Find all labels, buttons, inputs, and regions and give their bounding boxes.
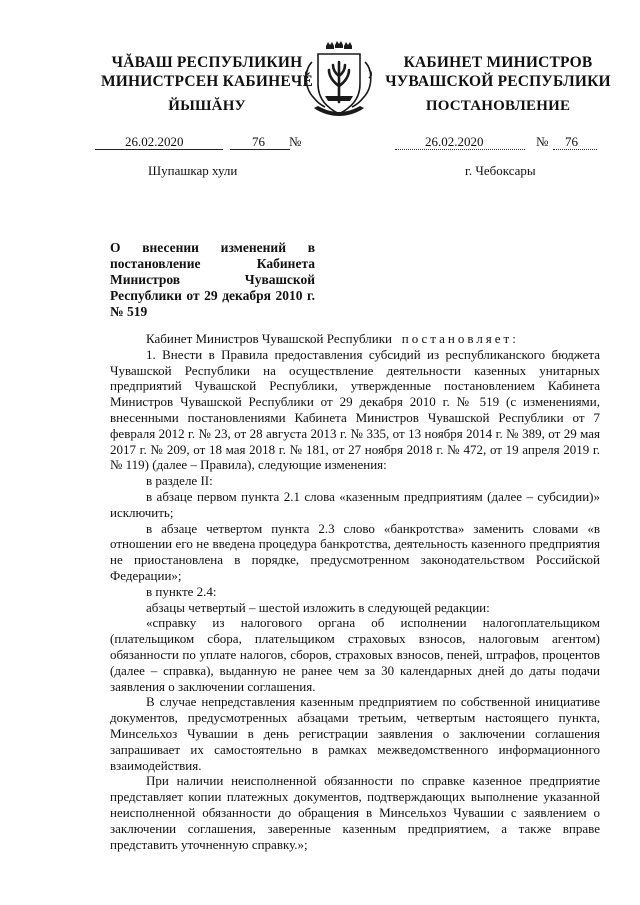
right-organization-name — [383, 53, 613, 91]
left-number: 76 — [252, 134, 265, 149]
right-number: 76 — [565, 134, 578, 149]
intro-text: Кабинет Министров Чувашской Республики — [146, 331, 392, 346]
body-paragraph: 1. Внести в Правила предоставления субсидий из республиканского бюджета Чувашской Республики на осуществление деятельности казенных унитарных предприятий Чувашской Республики, утвержденные постановлением Кабинета Министров Чувашской Республики от 29 декабря 2010 г. № 519 (с изменениями, внесенными постановлениями Кабинета Министров Чувашской Республики от 7 февраля 2012 г. № 23, от 28 августа 2013 г. № 335, от 13 ноября 2014 г. № 389, от 29 мая 2017 г. № 209, от 18 мая 2018 г. № 181, от 27 ноября 2018 г. № 472, от 19 апреля 2019 г. № 119) (далее – Правила), следующие изменения: — [110, 346, 600, 473]
right-place: г. Чебоксары — [465, 163, 536, 178]
body-paragraph: в абзаце первом пункта 2.1 слова «казенным предприятиям (далее – субсидии)» исключить; — [110, 488, 600, 520]
body-paragraph: в пункте 2.4: — [146, 583, 217, 599]
body-paragraph: «справку из налогового органа об исполнении налогоплательщиком (плательщиком сбора, плательщиком страховых взносов, налоговым агентом) обязанности по уплате налогов, сборов, страховых взносов, пеней, штрафов, процентов (далее – справка), выданную не ранее чем за 30 календарных дней до даты подачи заявления о заключении соглашения. — [110, 615, 600, 694]
chuvash-coat-of-arms-icon — [296, 40, 381, 120]
right-document-type: ПОСТАНОВЛЕНИЕ — [425, 98, 571, 114]
left-organization-name — [92, 53, 322, 91]
left-org-line1: ЧĂВАШ РЕСПУБЛИКИН — [111, 54, 303, 71]
body-paragraph: абзацы четвертый – шестой изложить в следующей редакции: — [146, 599, 490, 615]
intro-paragraph — [110, 331, 600, 347]
document-subject: О внесении изменений в постановление Кабинета Министров Чувашской Республики от 29 декабря 2010 г. № 519 — [110, 240, 315, 319]
left-date-number-line — [95, 134, 310, 150]
body-paragraph: в абзаце четвертом пункта 2.3 слово «банкротства» заменить словами «в отношении его не введена процедура банкротства, деятельность казенного предприятия не приостановлена в порядке, предусмотренном законодательством Российской Федерации»; — [110, 520, 600, 583]
right-date-number-line — [395, 134, 605, 150]
body-paragraph: При наличии неисполненной обязанности по справке казенное предприятие представляет копии платежных документов, подтверждающих выполнение указанной неисполненной обязанности до обращения в Минсельхоз Чувашии с заявлением о заключении соглашения, заверенные казенным предприятием, а также вправе представить уточненную справку.»; — [110, 773, 600, 852]
document-body — [110, 331, 600, 852]
body-paragraph: В случае непредставления казенным предприятием по собственной инициативе документов, предусмотренных абзацами третьим, четвертым настоящего пункта, Минсельхоз Чувашии в день регистрации заявления о заключении соглашения запрашивает их самостоятельно в рамках межведомственного информационного взаимодействия. — [110, 694, 600, 773]
right-org-line2: ЧУВАШСКОЙ РЕСПУБЛИКИ — [385, 73, 611, 90]
right-org-line1: КАБИНЕТ МИНИСТРОВ — [403, 54, 593, 71]
right-number-sign: № — [536, 134, 549, 149]
left-document-type: ЙЫШĂНУ — [168, 98, 246, 114]
left-number-sign: № — [289, 134, 302, 149]
left-place: Шупашкар хули — [148, 163, 238, 178]
right-date: 26.02.2020 — [425, 134, 484, 149]
body-paragraph: в разделе II: — [146, 473, 213, 489]
left-date: 26.02.2020 — [125, 134, 184, 149]
left-org-line2: МИНИСТРСЕН КАБИНЕЧĚ — [100, 73, 314, 90]
intro-verb: постановляет: — [401, 331, 519, 346]
